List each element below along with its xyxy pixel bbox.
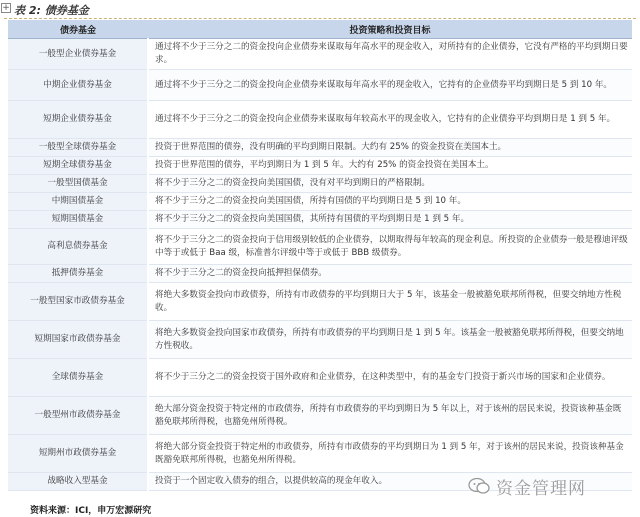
fund-description: 将绝大多数资金投向国家市政债券，所持有市政债券的平均到期日是 1 到 5 年。该基金一般被豁免联邦所得税，但要交纳地方性税收。 (148, 321, 632, 359)
fund-description: 将不少于三分之二的资金投向抵押担保债券。 (148, 265, 632, 283)
fund-description: 投资于世界范围的债券，平均到期日为 1 到 5 年。大约有 25% 的资金投资在美国本土。 (148, 157, 632, 175)
watermark (468, 476, 586, 499)
table-row (8, 139, 632, 157)
fund-description: 通过将不少于三分之二的资金投向企业债券来谋取每年高水平的现金收入，对所持有的企业债券，它没有严格的平均到期日要求。 (148, 39, 632, 70)
fund-description: 将不少于三分之二的资金投资于国外政府和企业债券，在这种类型中，有的基金专门投资于新兴市场的国家和企业债券。 (148, 359, 632, 397)
fund-name: 高利息债券基金 (8, 229, 148, 265)
fund-description: 绝大部分资金投资于特定州的市政债券，所持有市政债券的平均到期日为 5 年以上，对于该州的居民来说，投资该种基金既豁免联邦所得税，也豁免州所得税。 (148, 397, 632, 435)
table-row (8, 397, 632, 435)
watermark-text: 资金管理网 (496, 478, 586, 499)
caption-bar (0, 0, 640, 18)
fund-name: 一般型州市政债券基金 (8, 397, 148, 435)
fund-description: 将不少于三分之二的资金投向美国国债，其所持有国债的平均到期日是 1 到 5 年。 (148, 211, 632, 229)
fund-description: 将不少于三分之二的资金投向美国国债，所持有国债的平均到期日是 5 到 10 年。 (148, 193, 632, 211)
fund-name: 短期国家市政债券基金 (8, 321, 148, 359)
fund-name: 战略收入型基金 (8, 473, 148, 491)
chat-bubble-icon (468, 477, 490, 495)
fund-name: 短期州市政债券基金 (8, 435, 148, 473)
fund-description: 通过将不少于三分之二的资金投向企业债券来谋取每年高水平的现金收入，它持有的企业债券平均到期日是 5 到 10 年。 (148, 70, 632, 101)
table-row (8, 101, 632, 139)
fund-name: 全球债券基金 (8, 359, 148, 397)
table-row (8, 283, 632, 321)
table-row (8, 435, 632, 473)
table-row (8, 175, 632, 193)
table-row (8, 229, 632, 265)
table-header-row (8, 20, 632, 39)
table-row (8, 39, 632, 70)
table-row (8, 265, 632, 283)
fund-name: 抵押债券基金 (8, 265, 148, 283)
fund-description: 将绝大部分资金投资于特定州的市政债券，所持有市政债券的平均到期日为 1 到 5 年，对于该州的居民来说，投资该种基金既豁免联邦所得税，也豁免州所得税。 (148, 435, 632, 473)
fund-name: 短期企业债券基金 (8, 101, 148, 139)
fund-name: 中期国债基金 (8, 193, 148, 211)
table-row (8, 193, 632, 211)
fund-name: 一般型全球债券基金 (8, 139, 148, 157)
table-row (8, 157, 632, 175)
table-row (8, 70, 632, 101)
header-strategy: 投资策略和投资目标 (148, 20, 632, 39)
table-row (8, 321, 632, 359)
table-row (8, 211, 632, 229)
table-anchor-icon[interactable]: + (2, 3, 10, 13)
table-caption: 表 2: 债券基金 (14, 4, 89, 17)
fund-description: 投资于一个固定收入债券的组合，以提供较高的现金年收入。 (148, 473, 632, 491)
bond-fund-table (8, 20, 632, 491)
fund-name: 一般型企业债券基金 (8, 39, 148, 70)
fund-description: 通过将不少于三分之二的资金投向企业债券来谋取每年较高水平的现金收入，它持有的企业债券平均到期日是 1 到 5 年。 (148, 101, 632, 139)
source-note: 资料来源：ICI，申万宏源研究 (30, 506, 152, 516)
fund-description: 将绝大多数资金投向市政债券，所持有市政债券的平均到期日大于 5 年，该基金一般被豁免联邦所得税，但要交纳地方性税收。 (148, 283, 632, 321)
fund-name: 一般型国家市政债券基金 (8, 283, 148, 321)
fund-name: 一般型国债基金 (8, 175, 148, 193)
header-fund-type: 债券基金 (8, 20, 148, 39)
fund-name: 中期企业债券基金 (8, 70, 148, 101)
fund-description: 将不少于三分之二的资金投向于信用级别较低的企业债券，以期取得每年较高的现金利息。所投资的企业债券一般是穆迪评级中等于或低于 Baa 级，标准普尔评级中等于或低于 BBB 级债券。 (148, 229, 632, 265)
table-row (8, 359, 632, 397)
top-divider (4, 18, 636, 19)
fund-name: 短期国债基金 (8, 211, 148, 229)
fund-description: 投资于世界范围的债券，没有明确的平均到期日限制。大约有 25% 的资金投资在美国本土。 (148, 139, 632, 157)
fund-description: 将不少于三分之二的资金投向美国国债，没有对平均到期日的严格限制。 (148, 175, 632, 193)
fund-name: 短期全球债券基金 (8, 157, 148, 175)
